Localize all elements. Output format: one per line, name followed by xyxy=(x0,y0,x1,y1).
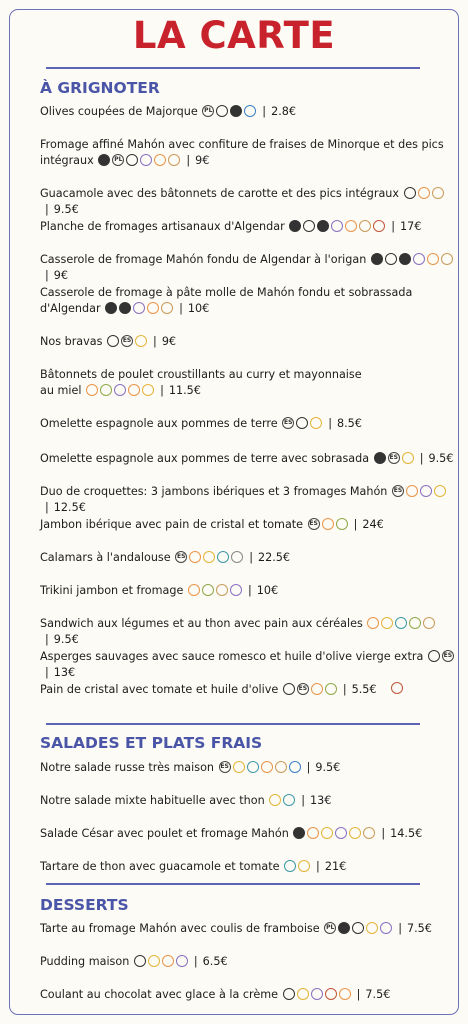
es-icon: ES xyxy=(219,761,231,773)
nuts-icon xyxy=(423,617,435,629)
menu-item: Casserole de fromage Mahón fondu de Algendar à l'origan | 9€ xyxy=(40,252,456,284)
vegan-icon xyxy=(134,955,146,967)
menu-item: Nos bravas ES | 9€ xyxy=(40,335,177,348)
section-heading-salades: SALADES ET PLATS FRAIS xyxy=(40,734,263,752)
menu-item: Coulant au chocolat avec glace à la crème | 7.5€ xyxy=(40,988,391,1001)
menu-item: Sandwich aux légumes et au thon avec pain aux céréales | 9.5€ xyxy=(40,616,456,648)
section-heading-desserts: DESSERTS xyxy=(40,896,129,914)
item-price: 9.5€ xyxy=(53,633,79,646)
item-price: 8.5€ xyxy=(336,417,362,430)
es-icon: ES xyxy=(442,650,454,662)
item-price: 2.8€ xyxy=(271,105,296,118)
gluten-icon xyxy=(345,220,357,232)
item-name: Jambon ibérique avec pain de cristal et tomate xyxy=(40,518,304,531)
item-price: 9.5€ xyxy=(53,203,79,216)
item-price: 13€ xyxy=(53,666,76,679)
lactose-icon xyxy=(119,302,131,314)
menu-item: Omelette espagnole aux pommes de terre ES | 8.5€ xyxy=(40,417,362,430)
gluten-icon xyxy=(367,617,379,629)
milk-icon xyxy=(380,922,392,934)
nuts-icon xyxy=(363,827,375,839)
vegetarian-icon xyxy=(338,922,350,934)
item-name: Calamars à l'andalouse xyxy=(40,551,171,564)
pl-icon: PL xyxy=(112,154,124,166)
gluten-icon xyxy=(189,551,201,563)
item-name: Casserole de fromage à pâte molle de Mahón fondu et sobrassada xyxy=(40,286,413,299)
item-name: Pain de cristal avec tomate et huile d'olive xyxy=(40,683,279,696)
item-name: Notre salade mixte habituelle avec thon xyxy=(40,794,265,807)
pl-icon: PL xyxy=(324,922,336,934)
gluten-icon xyxy=(86,384,98,396)
gluten-icon xyxy=(311,683,323,695)
mustard-icon xyxy=(233,761,245,773)
menu-item: Duo de croquettes: 3 jambons ibériques et 3 fromages Mahón ES| 12.5€ xyxy=(40,484,456,516)
gluten-icon xyxy=(339,988,351,1000)
gluten-icon xyxy=(322,518,334,530)
item-name: Notre salade russe très maison xyxy=(40,761,215,774)
item-name: Guacamole avec des bâtonnets de carotte et des pics intégraux xyxy=(40,187,400,200)
nuts-icon xyxy=(216,584,228,596)
menu-item: Tarte au fromage Mahón avec coulis de framboise PL | 7.5€ xyxy=(40,922,432,935)
fish-icon xyxy=(283,794,295,806)
item-name: Casserole de fromage Mahón fondu de Algendar à l'origan xyxy=(40,253,367,266)
gluten-icon xyxy=(162,955,174,967)
item-name: Bâtonnets de poulet croustillants au curry et mayonnaise xyxy=(40,368,362,381)
mustard-icon xyxy=(298,860,310,872)
es-icon: ES xyxy=(282,417,294,429)
fish-icon xyxy=(395,617,407,629)
menu-item: Tartare de thon avec guacamole et tomate | 21€ xyxy=(40,860,347,873)
sulphites-icon xyxy=(289,761,301,773)
item-price: 14.5€ xyxy=(390,827,423,840)
nuts-icon xyxy=(441,253,453,265)
egg-icon xyxy=(325,988,337,1000)
item-price: 17€ xyxy=(400,220,422,233)
vegetarian-icon xyxy=(289,220,301,232)
menu-item: Guacamole avec des bâtonnets de carotte et des pics intégraux | 9.5€ xyxy=(40,186,456,218)
egg-icon xyxy=(349,827,361,839)
item-name: Fromage affiné Mahón avec confiture de fraises de Minorque et des pics xyxy=(40,138,444,151)
menu-title: LA CARTE xyxy=(132,14,336,57)
section-divider xyxy=(46,883,420,885)
nuts-icon xyxy=(432,187,444,199)
item-name: Omelette espagnole aux pommes de terre xyxy=(40,417,278,430)
vegan-icon xyxy=(385,253,397,265)
item-name: Salade César avec poulet et fromage Mahón xyxy=(40,827,289,840)
gluten-icon xyxy=(427,253,439,265)
menu-item: Trikini jambon et fromage | 10€ xyxy=(40,584,279,597)
celery-icon xyxy=(336,518,348,530)
mollusc-icon xyxy=(231,551,243,563)
item-name: Tartare de thon avec guacamole et tomate xyxy=(40,860,280,873)
item-price: 24€ xyxy=(362,518,384,531)
menu-item: Salade César avec poulet et fromage Mahón | 14.5€ xyxy=(40,827,423,840)
gluten-icon xyxy=(418,187,430,199)
es-icon: ES xyxy=(392,485,404,497)
es-icon: ES xyxy=(308,518,320,530)
gluten-icon xyxy=(147,302,159,314)
item-price: 11.5€ xyxy=(168,384,201,397)
mustard-icon xyxy=(381,617,393,629)
milk-icon xyxy=(114,384,126,396)
menu-item: Notre salade russe très maison ES | 9.5€ xyxy=(40,761,341,774)
item-price: 7.5€ xyxy=(365,988,391,1001)
vegetarian-icon xyxy=(293,827,305,839)
pl-icon: PL xyxy=(202,105,214,117)
item-price: 22.5€ xyxy=(257,551,290,564)
item-price: 6.5€ xyxy=(202,955,228,968)
mustard-icon xyxy=(148,955,160,967)
item-name: Trikini jambon et fromage xyxy=(40,584,184,597)
milk-icon xyxy=(230,584,242,596)
celery-icon xyxy=(202,584,214,596)
milk-icon xyxy=(140,154,152,166)
egg-icon xyxy=(373,220,385,232)
vegetarian-icon xyxy=(371,253,383,265)
item-name: Olives coupées de Majorque xyxy=(40,105,198,118)
gluten-icon xyxy=(261,761,273,773)
item-name-continued: intégraux xyxy=(40,154,94,167)
es-icon: ES xyxy=(121,335,133,347)
lactose-icon xyxy=(317,220,329,232)
milk-icon xyxy=(331,220,343,232)
sulphites-icon xyxy=(244,105,256,117)
section-divider xyxy=(46,723,420,725)
item-name: Pudding maison xyxy=(40,955,130,968)
mustard-icon xyxy=(142,384,154,396)
vegetarian-icon xyxy=(98,154,110,166)
menu-item: Asperges sauvages avec sauce romesco et huile d'olive vierge extra ES| 13€ xyxy=(40,649,456,697)
vegan-icon xyxy=(303,220,315,232)
item-price: 9€ xyxy=(53,269,69,282)
gluten-icon xyxy=(154,154,166,166)
item-name: Asperges sauvages avec sauce romesco et huile d'olive vierge extra xyxy=(40,650,424,663)
celery-icon xyxy=(325,683,337,695)
item-price: 9.5€ xyxy=(428,452,454,465)
item-name-continued: d'Algendar xyxy=(40,302,101,315)
gluten-icon xyxy=(188,584,200,596)
nuts-icon xyxy=(359,220,371,232)
vegan-icon xyxy=(283,683,295,695)
menu-item: Pudding maison | 6.5€ xyxy=(40,955,228,968)
section-heading-grignoter: À GRIGNOTER xyxy=(40,79,160,97)
celery-icon xyxy=(100,384,112,396)
item-price: 21€ xyxy=(324,860,347,873)
mustard-icon xyxy=(203,551,215,563)
vegetarian-icon xyxy=(105,302,117,314)
vegan-icon xyxy=(404,187,416,199)
item-price: 5.5€ xyxy=(351,683,377,696)
nuts-icon xyxy=(275,761,287,773)
menu-item: Olives coupées de Majorque PL | 2.8€ xyxy=(40,105,296,118)
item-price: 7.5€ xyxy=(406,922,432,935)
milk-icon xyxy=(311,988,323,1000)
vegan-icon xyxy=(126,154,138,166)
item-price: 13€ xyxy=(310,794,332,807)
vegan-icon xyxy=(283,988,295,1000)
mustard-icon xyxy=(269,794,281,806)
fish-icon xyxy=(247,761,259,773)
item-name: Planche de fromages artisanaux d'Algendar xyxy=(40,220,285,233)
item-price: 9.5€ xyxy=(315,761,341,774)
vegetarian-icon xyxy=(374,452,386,464)
menu-item: Bâtonnets de poulet croustillants au curry et mayonnaise au miel | 11.5€ xyxy=(40,368,362,397)
milk-icon xyxy=(413,253,425,265)
item-name-continued: au miel xyxy=(40,384,82,397)
mustard-icon xyxy=(297,988,309,1000)
menu-item: Calamars à l'andalouse ES | 22.5€ xyxy=(40,551,290,564)
mustard-icon xyxy=(434,485,446,497)
mustard-icon xyxy=(366,922,378,934)
item-name: Coulant au chocolat avec glace à la crème xyxy=(40,988,279,1001)
milk-icon xyxy=(176,955,188,967)
nuts-icon xyxy=(161,302,173,314)
mustard-icon xyxy=(402,452,414,464)
gluten-icon xyxy=(307,827,319,839)
item-price: 9€ xyxy=(161,335,177,348)
fish-icon xyxy=(217,551,229,563)
es-icon: ES xyxy=(175,551,187,563)
menu-item: Casserole de fromage à pâte molle de Mahón fondu et sobrassada d'Algendar | 10€ xyxy=(40,286,413,315)
item-price: 12.5€ xyxy=(53,501,86,514)
mustard-icon xyxy=(135,335,147,347)
mustard-icon xyxy=(321,827,333,839)
menu-item: Fromage affiné Mahón avec confiture de fraises de Minorque et des pics intégraux PL | 9€ xyxy=(40,138,444,167)
section-divider xyxy=(46,67,420,69)
menu-item: Planche de fromages artisanaux d'Algendar | 17€ xyxy=(40,220,422,233)
egg-icon xyxy=(128,384,140,396)
lactose-icon xyxy=(399,253,411,265)
item-price: 9€ xyxy=(195,154,210,167)
item-name: Duo de croquettes: 3 jambons ibériques et 3 fromages Mahón xyxy=(40,485,388,498)
nuts-icon xyxy=(168,154,180,166)
menu-item: Omelette espagnole aux pommes de terre avec sobrasada ES | 9.5€ xyxy=(40,452,454,465)
item-name: Nos bravas xyxy=(40,335,103,348)
milk-icon xyxy=(335,827,347,839)
item-price: 10€ xyxy=(187,302,210,315)
menu-item: Notre salade mixte habituelle avec thon | 13€ xyxy=(40,794,332,807)
gluten-icon xyxy=(406,485,418,497)
item-name: Omelette espagnole aux pommes de terre avec sobrasada xyxy=(40,452,370,465)
menu-item: Jambon ibérique avec pain de cristal et tomate ES | 24€ xyxy=(40,518,384,531)
es-icon: ES xyxy=(297,683,309,695)
milk-icon xyxy=(133,302,145,314)
item-name: Tarte au fromage Mahón avec coulis de framboise xyxy=(40,922,320,935)
item-name: Sandwich aux légumes et au thon avec pain aux céréales xyxy=(40,617,363,630)
vegan-icon xyxy=(216,105,228,117)
item-price: 10€ xyxy=(256,584,279,597)
vegan-icon xyxy=(428,650,440,662)
celery-icon xyxy=(409,617,421,629)
milk-icon xyxy=(420,485,432,497)
vegan-icon xyxy=(107,335,119,347)
mustard-icon xyxy=(310,417,322,429)
fish-icon xyxy=(284,860,296,872)
es-icon: ES xyxy=(388,452,400,464)
vegan-icon xyxy=(296,417,308,429)
menu-item: Pain de cristal avec tomate et huile d'olive ES | 5.5€ xyxy=(40,683,377,696)
vegan-icon xyxy=(352,922,364,934)
vegetarian-icon xyxy=(230,105,242,117)
